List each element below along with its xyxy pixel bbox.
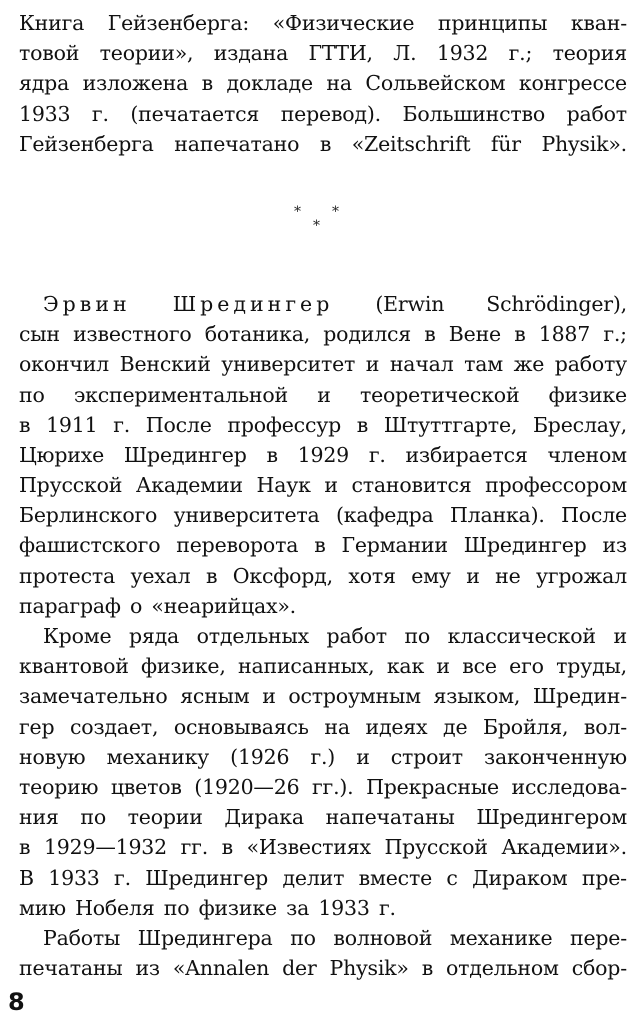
- word: г.: [368, 442, 386, 467]
- text-line: [19, 8, 627, 38]
- word: Эрвин: [43, 291, 131, 316]
- text-line: [19, 440, 627, 470]
- word: в: [19, 835, 31, 860]
- word: напечатаны: [325, 805, 455, 830]
- word: 1933: [48, 865, 100, 890]
- word: из: [135, 956, 160, 981]
- word: окончил: [19, 352, 109, 377]
- word: известного: [73, 322, 192, 347]
- word: с: [446, 865, 458, 890]
- word: физике,: [141, 654, 226, 679]
- word: (кафедра: [335, 503, 434, 528]
- text-line: [19, 380, 627, 410]
- word: работу: [554, 352, 627, 377]
- word: и: [365, 352, 380, 377]
- word: теорию: [19, 774, 99, 799]
- word: Оксфорд,: [232, 563, 333, 588]
- word: Шредингера: [137, 925, 273, 950]
- word: протеста: [19, 563, 116, 588]
- word: начал: [389, 352, 454, 377]
- word: из: [602, 533, 627, 558]
- word: профессором: [485, 473, 627, 498]
- word: Шредингер: [145, 865, 269, 890]
- word: Шредингером: [476, 805, 627, 830]
- word: новую: [19, 744, 86, 769]
- word: кван-: [570, 11, 627, 35]
- word: классической: [447, 624, 596, 648]
- word: После: [145, 412, 212, 437]
- text-line: [19, 99, 627, 129]
- word: и: [613, 624, 627, 648]
- text-line: [19, 893, 627, 923]
- word: 1932: [436, 41, 489, 66]
- word: и: [436, 654, 450, 679]
- word: (Erwin: [375, 291, 445, 316]
- word: Венский: [119, 352, 211, 377]
- word: г.): [310, 744, 336, 769]
- section-separator: [19, 181, 627, 261]
- asterisk-icon: *: [313, 217, 320, 234]
- word: товой: [19, 41, 80, 66]
- word: Шредингер: [463, 533, 587, 558]
- text-line: [19, 953, 627, 983]
- word: хотя: [348, 563, 396, 588]
- word: Прекрасные: [366, 774, 499, 799]
- word: в: [514, 322, 526, 347]
- word: создает,: [70, 714, 159, 739]
- word: 1929—1932: [43, 835, 167, 860]
- word: Цюрихе: [19, 442, 105, 467]
- paragraph-heisenberg-book: [19, 8, 627, 159]
- text-line: [19, 681, 627, 711]
- word: теоретической: [359, 382, 520, 407]
- word: Physik».: [541, 131, 627, 156]
- word: г.: [378, 895, 396, 920]
- word: переворота: [176, 533, 299, 558]
- word: ему: [411, 563, 451, 588]
- word: цветов: [110, 774, 182, 799]
- word: Германии: [341, 533, 448, 558]
- paragraph-schrodinger-works: [19, 621, 627, 923]
- text-line: [19, 561, 627, 591]
- word: там: [464, 352, 504, 377]
- word: и: [356, 744, 370, 769]
- word: 1933: [318, 895, 370, 920]
- word: и: [317, 382, 331, 407]
- word: Академии: [135, 473, 243, 498]
- word: и: [466, 563, 480, 588]
- word: für: [490, 131, 521, 156]
- text-line: [19, 923, 627, 953]
- text-line: [19, 319, 627, 349]
- word: его: [509, 654, 544, 679]
- word: университета: [173, 503, 320, 528]
- word: конгрессе: [518, 71, 627, 96]
- word: принципы: [437, 11, 548, 35]
- word: der: [282, 956, 317, 981]
- word: Дираком: [472, 865, 568, 890]
- asterisk-icon: *: [294, 203, 301, 220]
- word: Шредин-: [532, 684, 627, 709]
- word: 1929: [297, 442, 350, 467]
- word: г.: [91, 101, 109, 126]
- word: как: [386, 654, 425, 679]
- word: в: [356, 412, 369, 437]
- word: в: [205, 563, 218, 588]
- text-line: [19, 38, 627, 68]
- word: же: [513, 352, 545, 377]
- word: печатаны: [19, 956, 123, 981]
- word: 1933: [19, 101, 71, 126]
- word: Большинство: [402, 101, 546, 126]
- word: Physik»: [329, 956, 409, 981]
- word: Прусской: [384, 835, 488, 860]
- word: в: [424, 322, 436, 347]
- word: основываясь: [173, 714, 309, 739]
- word: на: [326, 71, 352, 96]
- word: сын: [19, 322, 60, 347]
- word: и: [262, 684, 276, 709]
- word: родился: [323, 322, 412, 347]
- word: в: [266, 442, 278, 467]
- word: (1926: [230, 744, 290, 769]
- word: вместе: [358, 865, 433, 890]
- word: Бройля,: [483, 714, 569, 739]
- word: исследова-: [511, 774, 627, 799]
- word: Наук: [256, 473, 311, 498]
- word: «Zeitschrift: [351, 131, 471, 156]
- text-line: [19, 410, 627, 440]
- text-line: [19, 470, 627, 500]
- text-line: [19, 832, 627, 862]
- word: все: [462, 654, 497, 679]
- word: После: [561, 503, 627, 528]
- word: фашистского: [19, 533, 161, 558]
- word: университет: [221, 352, 356, 377]
- word: теория: [552, 41, 627, 66]
- word: сбор-: [571, 956, 627, 981]
- text-line: [19, 591, 627, 621]
- word: (1920—26: [194, 774, 300, 799]
- word: законченную: [483, 744, 627, 769]
- word: ясным: [180, 684, 250, 709]
- word: отдельном: [445, 956, 559, 981]
- word: волновой: [333, 925, 433, 950]
- word: Академии».: [501, 835, 627, 860]
- text-line: [19, 802, 627, 832]
- word: Л.: [393, 41, 417, 66]
- word: строит: [390, 744, 463, 769]
- text-line: [19, 530, 627, 560]
- word: физике: [548, 382, 627, 407]
- word: Прусской: [19, 473, 123, 498]
- word: замечательно: [19, 684, 168, 709]
- word: по: [163, 895, 190, 920]
- word: в: [314, 533, 326, 558]
- word: Шредингер: [172, 291, 334, 316]
- word: в: [319, 131, 332, 156]
- word: Шредингер: [123, 442, 247, 467]
- word: идеях: [365, 714, 428, 739]
- word: избирается: [405, 442, 528, 467]
- word: Дирака: [224, 805, 304, 830]
- word: языком,: [433, 684, 521, 709]
- word: по: [290, 925, 316, 950]
- word: гг.).: [311, 774, 354, 799]
- word: делит: [282, 865, 345, 890]
- word: Книга: [19, 11, 85, 35]
- text-line: [19, 289, 627, 319]
- word: механике: [449, 925, 553, 950]
- word: 1887: [538, 322, 591, 347]
- word: г.;: [603, 322, 627, 347]
- page-number: 8: [8, 988, 25, 1016]
- word: де: [443, 714, 468, 739]
- word: написанных,: [238, 654, 375, 679]
- text-line: [19, 500, 627, 530]
- word: по: [19, 382, 45, 407]
- word: изложена: [82, 71, 189, 96]
- word: работ: [326, 624, 387, 648]
- word: Планка).: [449, 503, 545, 528]
- text-line: [19, 651, 627, 681]
- text-line: [19, 863, 627, 893]
- word: пере-: [569, 925, 627, 950]
- word: уехал: [130, 563, 191, 588]
- word: Schrödinger),: [486, 291, 627, 316]
- word: г.: [113, 412, 131, 437]
- word: г.: [114, 865, 131, 890]
- word: 1911: [46, 412, 98, 437]
- word: гг.: [180, 835, 209, 860]
- word: Сольвейском: [365, 71, 506, 96]
- asterisk-icon: *: [332, 203, 339, 220]
- word: гер: [19, 714, 55, 739]
- text-line: [19, 712, 627, 742]
- word: по: [80, 805, 106, 830]
- word: отдельных: [196, 624, 309, 648]
- word: в: [421, 956, 434, 981]
- text-line: [19, 742, 627, 772]
- word: остроумным: [288, 684, 421, 709]
- word: и: [324, 473, 338, 498]
- word: вол-: [583, 714, 627, 739]
- word: физике: [198, 895, 277, 920]
- word: параграф: [19, 593, 121, 618]
- text-line: [19, 772, 627, 802]
- word: (печатается: [130, 101, 260, 126]
- word: угрожал: [535, 563, 627, 588]
- word: мию: [19, 895, 66, 920]
- word: ядра: [19, 71, 70, 96]
- page-body: [19, 8, 627, 983]
- word: Гейзенберга:: [107, 11, 250, 35]
- word: ботаника,: [204, 322, 311, 347]
- word: становится: [351, 473, 472, 498]
- text-line: [19, 349, 627, 379]
- text-line: [19, 68, 627, 98]
- word: в: [221, 835, 233, 860]
- word: труды,: [556, 654, 627, 679]
- word: «Физические: [272, 11, 415, 35]
- word: Бреслау,: [532, 412, 627, 437]
- word: по: [404, 624, 431, 648]
- paragraph-schrodinger-bio: [19, 289, 627, 621]
- word: теории: [127, 805, 203, 830]
- word: «неарийцах».: [151, 593, 296, 618]
- word: ряда: [128, 624, 180, 648]
- word: напечатано: [174, 131, 300, 156]
- word: теории»,: [99, 41, 194, 66]
- word: механику: [106, 744, 210, 769]
- word: профессур: [227, 412, 342, 437]
- word: издана: [213, 41, 289, 66]
- word: не: [495, 563, 521, 588]
- word: о: [129, 593, 143, 618]
- word: «Известиях: [246, 835, 371, 860]
- word: «Annalen: [172, 956, 270, 981]
- word: в: [19, 412, 31, 437]
- text-line: [19, 621, 627, 651]
- word: ния: [19, 805, 59, 830]
- word: ГТТИ,: [308, 41, 373, 66]
- word: г.;: [508, 41, 533, 66]
- word: Кроме: [43, 624, 112, 648]
- word: пре-: [581, 865, 627, 890]
- word: за: [286, 895, 310, 920]
- word: на: [324, 714, 350, 739]
- word: Берлинского: [19, 503, 158, 528]
- word: членом: [547, 442, 627, 467]
- word: Работы: [43, 925, 121, 950]
- text-line: [19, 129, 627, 159]
- word: экспериментальной: [73, 382, 288, 407]
- word: перевод).: [280, 101, 381, 126]
- paragraph-schrodinger-reprints: [19, 923, 627, 983]
- word: Гейзенберга: [19, 131, 154, 156]
- word: в: [201, 71, 213, 96]
- word: докладе: [226, 71, 313, 96]
- word: Штуттгарте,: [383, 412, 518, 437]
- word: работ: [566, 101, 627, 126]
- word: Нобеля: [75, 895, 155, 920]
- word: квантовой: [19, 654, 129, 679]
- word: В: [19, 865, 34, 890]
- word: Вене: [448, 322, 501, 347]
